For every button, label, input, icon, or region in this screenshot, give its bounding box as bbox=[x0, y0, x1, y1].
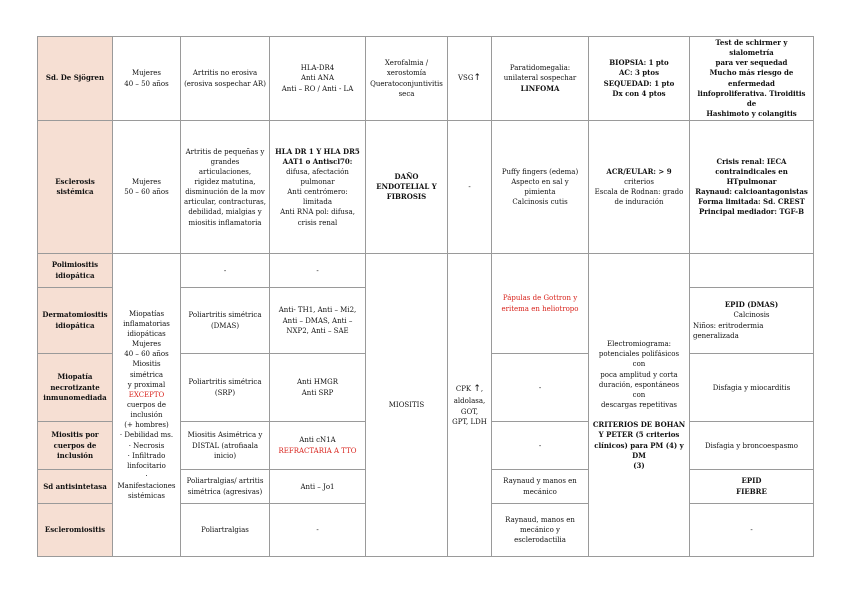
cell-esclerosis-features bbox=[366, 121, 448, 254]
cell-line: rigidez matutina, bbox=[194, 177, 256, 186]
cell-line: Escala de Rodnan: grado bbox=[594, 188, 684, 197]
cell-necro-antibodies bbox=[270, 354, 366, 422]
cell-line: Test de schirmer y sialometría bbox=[715, 38, 788, 58]
cell-line: contraindicales en HTpulmonar bbox=[715, 166, 788, 186]
cell-line: BIOPSIA: 1 pto bbox=[609, 58, 669, 68]
cell-antisintetasa-other bbox=[690, 470, 814, 504]
cell-line: Anti HMGR bbox=[297, 378, 338, 387]
cell-esclerosis-diagnosis bbox=[589, 121, 690, 254]
cell-line: xerostomía bbox=[386, 69, 427, 78]
cell-antisintetasa-skin bbox=[492, 470, 589, 504]
cell-line: seca bbox=[398, 89, 415, 98]
cell-line: inflamatorias bbox=[123, 319, 170, 328]
cell-line: Raynaud: calcioantagonistas bbox=[695, 187, 808, 197]
cell-line: Y PETER (5 criterios bbox=[598, 430, 680, 440]
cell-esclerosis-skin bbox=[492, 121, 589, 254]
cell-poli-antibodies: - bbox=[270, 254, 366, 288]
cell-line: Anti- TH1, Anti – Mi2, bbox=[278, 306, 357, 315]
cell-line: limitada bbox=[303, 198, 332, 207]
cell-line: Anti RNA pol: difusa, bbox=[280, 208, 355, 217]
cell-line: pulmonar bbox=[300, 177, 335, 186]
cell-poli-articular: - bbox=[181, 254, 270, 288]
cell-line: Miopatías bbox=[128, 309, 165, 318]
cell-line: inclusión bbox=[56, 450, 94, 460]
cell-line: Miositis simétrica bbox=[129, 360, 164, 379]
cell-line: inclusión bbox=[130, 411, 163, 420]
cell-line: linfocitario bbox=[127, 461, 166, 470]
cell-line: eritema en heliotropo bbox=[501, 304, 579, 313]
cell-escleromio-other: - bbox=[690, 504, 814, 557]
cell-line: Anti – DMAS, Anti – bbox=[282, 316, 353, 325]
cell-derma-skin bbox=[492, 254, 589, 354]
cell-line: potenciales polifásicos con bbox=[598, 350, 680, 369]
cell-line: Anti – RO / Anti - LA bbox=[281, 84, 354, 93]
cell-necro-other: Disfagia y miocarditis bbox=[690, 354, 814, 422]
cell-sjogren-features bbox=[366, 37, 448, 121]
cell-line: idiopática bbox=[55, 320, 95, 330]
cell-line: idiopáticas bbox=[127, 330, 166, 339]
row-header-escleromiositis: Escleromiositis bbox=[38, 504, 113, 557]
cell-sjogren-antibodies bbox=[270, 37, 366, 121]
cell-line: Mujeres bbox=[131, 340, 162, 349]
cell-derma-antibodies bbox=[270, 288, 366, 354]
cell-line: · Infiltrado bbox=[127, 451, 166, 460]
cell-sjogren-diagnosis bbox=[589, 37, 690, 121]
cell-line: mecánico bbox=[523, 487, 557, 496]
cell-line: DISTAL (atrofiaala bbox=[191, 441, 259, 450]
cell-sjogren-skin bbox=[492, 37, 589, 121]
cell-derma-other bbox=[690, 288, 814, 354]
cell-miopatias-features: MIOSITIS bbox=[366, 254, 448, 557]
cell-line: NXP2, Anti – SAE bbox=[286, 326, 349, 335]
cell-sjogren-demographics bbox=[113, 37, 181, 121]
cell-line: de induración bbox=[614, 198, 664, 207]
cell-line: inicio) bbox=[213, 451, 237, 460]
cell-line: · Necrosis bbox=[128, 441, 165, 450]
cell-line: (+ hombres) bbox=[124, 421, 169, 430]
cell-line: Mujeres bbox=[131, 177, 162, 186]
cell-line: clínicos) para PM (4) y DM bbox=[594, 440, 684, 460]
cell-line: Poliartritis simétrica bbox=[188, 311, 262, 320]
cell-line: EXCEPTO bbox=[128, 390, 165, 399]
cell-line: DAÑO bbox=[394, 171, 419, 181]
row-header-dermatomiositis bbox=[38, 288, 113, 354]
cell-line: Puffy fingers (edema) bbox=[501, 167, 579, 176]
cell-line: Miositis Asimétrica y bbox=[187, 431, 263, 440]
cell-miopatias-demographics bbox=[113, 254, 181, 557]
cell-line: 50 – 60 años bbox=[124, 188, 169, 197]
cell-line: sistémica bbox=[56, 187, 94, 197]
row-header-polimiositis bbox=[38, 254, 113, 288]
cell-antisintetasa-antibodies: Anti – Jo1 bbox=[270, 470, 366, 504]
cell-sjogren-articular bbox=[181, 37, 270, 121]
cell-line: criterios bbox=[624, 177, 654, 186]
cell-line: HLA DR 1 Y HLA DR5 bbox=[275, 146, 360, 156]
cell-escleromio-articular: Poliartralgias bbox=[181, 504, 270, 557]
cell-cuerpos-articular bbox=[181, 422, 270, 470]
cell-line: sistémicas bbox=[128, 492, 165, 501]
cell-line: Raynaud, manos en bbox=[505, 515, 575, 524]
cell-antisintetasa-articular bbox=[181, 470, 270, 504]
cell-sjogren-lab: VSG↑ bbox=[448, 37, 492, 121]
cell-line: Anti cN1A bbox=[299, 436, 336, 445]
cell-line: 40 – 50 años bbox=[124, 79, 169, 88]
cell-line: Miopatía bbox=[57, 372, 93, 382]
cell-line: generalizada bbox=[693, 331, 739, 340]
cell-line: Calcinosis bbox=[733, 311, 770, 320]
cell-line: Mucho más riesgo de enfermedad bbox=[709, 68, 794, 88]
cell-line: Anti centrómero: bbox=[287, 188, 348, 197]
row-header-esclerosis bbox=[38, 121, 113, 254]
cell-line: LINFOMA bbox=[520, 83, 560, 93]
cell-line: Miositis por bbox=[51, 430, 99, 440]
cell-escleromio-antibodies: - bbox=[270, 504, 366, 557]
cell-line: Electromiograma: bbox=[606, 340, 672, 349]
cell-line: Dx con 4 ptos bbox=[612, 88, 666, 98]
cell-line: disminución de la mov bbox=[185, 188, 265, 197]
cell-escleromio-skin bbox=[492, 504, 589, 557]
cell-line: · Manifestaciones bbox=[117, 472, 176, 491]
cell-line: Principal mediador: TGF-B bbox=[698, 207, 805, 217]
cell-line: y proximal bbox=[127, 380, 166, 389]
cell-miopatias-diagnosis bbox=[589, 254, 690, 557]
cell-miopatias-lab: CPK ↑, aldolasa, GOT, GPT, LDH bbox=[448, 254, 492, 557]
cell-esclerosis-other bbox=[690, 121, 814, 254]
rheumatology-summary-table bbox=[37, 36, 814, 557]
cell-line: FIEBRE bbox=[736, 486, 767, 496]
cell-line: AAT1 o Antiscl70: bbox=[282, 156, 353, 166]
cell-line: Polimiositis bbox=[51, 260, 99, 270]
up-arrow-icon: ↑ bbox=[473, 73, 481, 84]
cell-line: Xerofalmia / bbox=[384, 59, 429, 68]
cell-line: Anti SRP bbox=[301, 388, 334, 397]
cell-line: Artritis de pequeñas y bbox=[185, 147, 265, 156]
row-header-cuerpos-inclusion bbox=[38, 422, 113, 470]
cell-line: · Debilidad ms. bbox=[119, 431, 174, 440]
cell-line: Aspecto en sal y pimienta bbox=[511, 177, 569, 197]
cell-line: (SRP) bbox=[214, 388, 236, 397]
cell-line: mecánico y esclerodactilia bbox=[514, 526, 566, 545]
cell-cuerpos-antibodies bbox=[270, 422, 366, 470]
cell-line: grandes articulaciones, bbox=[198, 157, 252, 176]
cell-sjogren-other bbox=[690, 37, 814, 121]
cell-line: FIBROSIS bbox=[386, 192, 427, 202]
row-header-antisintetasa: Sd antisintetasa bbox=[38, 470, 113, 504]
cell-cuerpos-other: Disfagia y broncoespasmo bbox=[690, 422, 814, 470]
cell-line: Calcinosis cutis bbox=[512, 198, 568, 207]
cell-line: duración, espontáneos con bbox=[598, 380, 680, 399]
cell-line: (DMAS) bbox=[210, 321, 240, 330]
cell-line: (erosiva sospechar AR) bbox=[184, 79, 266, 88]
cell-line: EPID (DMAS) bbox=[724, 300, 779, 310]
cell-line: Crisis renal: IECA bbox=[716, 156, 787, 166]
cell-line: ACR/EULAR: > 9 bbox=[606, 166, 672, 176]
cell-line: Poliartralgias/ artritis bbox=[186, 477, 264, 486]
cell-line: para ver sequedad bbox=[715, 58, 788, 68]
cell-line: simétrica (agresivas) bbox=[187, 487, 263, 496]
cell-line: linfoproliferativa. Tiroiditis de bbox=[697, 88, 806, 108]
cell-line: AC: 3 ptos bbox=[618, 68, 660, 78]
cell-line: Esclerosis bbox=[55, 176, 95, 186]
row-header-sjogren: Sd. De Sjögren bbox=[38, 37, 113, 121]
cell-line: (3) bbox=[633, 460, 645, 470]
cell-line: Poliartritis simétrica bbox=[188, 378, 262, 387]
cell-line: Niños: eritrodermia bbox=[693, 321, 764, 330]
cell-line: inmunomediada bbox=[43, 392, 107, 402]
cell-line: Artritis no erosiva bbox=[192, 69, 258, 78]
cell-line: Forma limitada: Sd. CREST bbox=[698, 197, 805, 207]
cell-line: poca amplitud y corta bbox=[600, 370, 678, 379]
cell-line: Raynaud y manos en bbox=[503, 477, 577, 486]
cell-line: debilidad, mialgias y bbox=[188, 208, 262, 217]
cell-line: Dermatomiositis bbox=[42, 310, 108, 320]
cell-line: Pápulas de Gottron y bbox=[502, 294, 578, 303]
cell-line: Hashimoto y colangitis bbox=[706, 108, 797, 118]
cell-line bbox=[592, 410, 686, 420]
table-row-polimiositis bbox=[38, 254, 814, 288]
cell-line: unilateral sospechar bbox=[503, 74, 577, 83]
table-row-sjogren bbox=[38, 37, 814, 121]
cell-line: articular, contracturas, bbox=[184, 198, 266, 207]
cell-line: CRITERIOS DE BOHAN bbox=[592, 420, 686, 430]
row-header-necrotizante bbox=[38, 354, 113, 422]
cell-cuerpos-skin: - bbox=[492, 422, 589, 470]
cell-line: miositis inflamatoria bbox=[188, 218, 262, 227]
cell-derma-articular bbox=[181, 288, 270, 354]
cell-esclerosis-demographics bbox=[113, 121, 181, 254]
cell-esclerosis-articular bbox=[181, 121, 270, 254]
cell-necro-skin: - bbox=[492, 354, 589, 422]
cell-line: cuerpos de bbox=[53, 440, 97, 450]
cell-line: 40 – 60 años bbox=[124, 350, 169, 359]
cell-line: Anti ANA bbox=[300, 74, 335, 83]
cell-line: cuerpos de bbox=[126, 401, 167, 410]
cell-line: REFRACTARIA A TTO bbox=[278, 446, 357, 455]
cell-esclerosis-lab: - bbox=[448, 121, 492, 254]
up-arrow-icon: ↑ bbox=[473, 384, 481, 395]
cell-line: crisis renal bbox=[297, 218, 338, 227]
cell-line: difusa, afectación bbox=[286, 167, 349, 176]
cell-line: descargas repetitivas bbox=[600, 401, 678, 410]
cell-line: HLA-DR4 bbox=[300, 64, 335, 73]
table-row-esclerosis bbox=[38, 121, 814, 254]
cell-line: necrotizante bbox=[50, 382, 100, 392]
cell-line: ENDOTELIAL Y bbox=[376, 182, 437, 192]
cell-line: SEQUEDAD: 1 pto bbox=[603, 78, 675, 88]
cell-necro-articular bbox=[181, 354, 270, 422]
cell-line: Paratidomegalia: bbox=[509, 64, 571, 73]
cell-line: Mujeres bbox=[131, 69, 162, 78]
cell-line: idiopática bbox=[55, 270, 95, 280]
cell-poli-other bbox=[690, 254, 814, 288]
cell-line: EPID bbox=[741, 476, 762, 486]
cell-line: Queratoconjuntivitis bbox=[370, 79, 443, 88]
cell-esclerosis-antibodies bbox=[270, 121, 366, 254]
